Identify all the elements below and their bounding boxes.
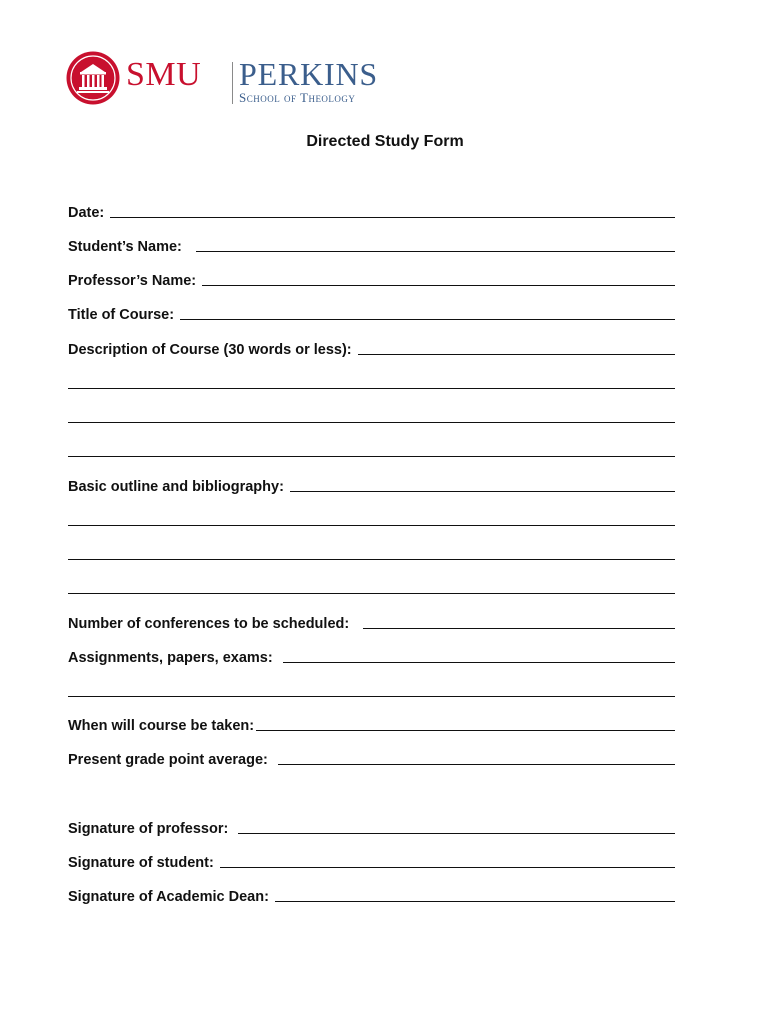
sig-professor-row <box>68 815 675 839</box>
description-line-2 <box>68 404 675 428</box>
description-line-3 <box>68 438 675 462</box>
outline-line-1 <box>68 507 675 531</box>
sig-student-label: Signature of student: <box>68 855 214 871</box>
smu-perkins-logo <box>66 50 426 108</box>
sig-dean-row <box>68 883 675 907</box>
outline-extra-field[interactable] <box>68 559 675 560</box>
outline-label: Basic outline and bibliography: <box>68 479 284 495</box>
conferences-row <box>68 610 675 634</box>
sig-professor-field[interactable] <box>238 833 675 834</box>
gpa-label: Present grade point average: <box>68 752 268 768</box>
when-taken-field[interactable] <box>256 730 675 731</box>
logo-perkins-text: PERKINS <box>239 56 378 92</box>
description-line-1 <box>68 370 675 394</box>
professor-name-label: Professor’s Name: <box>68 273 197 289</box>
assignments-extra-field[interactable] <box>68 696 675 697</box>
date-label: Date: <box>68 205 105 221</box>
gpa-field[interactable] <box>278 764 675 765</box>
outline-line-2 <box>68 541 675 565</box>
assignments-field[interactable] <box>283 662 675 663</box>
sig-student-field[interactable] <box>220 867 675 868</box>
assignments-line-1 <box>68 678 675 702</box>
sig-dean-field[interactable] <box>275 901 675 902</box>
date-field-row <box>68 199 675 223</box>
when-taken-row <box>68 712 675 736</box>
description-row <box>68 336 675 360</box>
outline-extra-field[interactable] <box>68 525 675 526</box>
course-title-label: Title of Course: <box>68 307 175 323</box>
description-extra-field[interactable] <box>68 388 675 389</box>
logo-smu-text: SMU <box>126 56 202 93</box>
course-title-field[interactable] <box>180 319 675 320</box>
student-name-field[interactable] <box>196 251 675 252</box>
professor-name-row <box>68 267 675 291</box>
assignments-label: Assignments, papers, exams: <box>68 650 273 666</box>
outline-extra-field[interactable] <box>68 593 675 594</box>
student-name-label: Student’s Name: <box>68 239 182 255</box>
outline-line-3 <box>68 575 675 599</box>
gpa-row <box>68 746 675 770</box>
course-title-row <box>68 301 675 325</box>
sig-professor-label: Signature of professor: <box>68 821 229 837</box>
description-extra-field[interactable] <box>68 422 675 423</box>
sig-dean-label: Signature of Academic Dean: <box>68 889 269 905</box>
description-label: Description of Course (30 words or less): <box>68 342 352 358</box>
sig-student-row <box>68 849 675 873</box>
conferences-field[interactable] <box>363 628 675 629</box>
description-field[interactable] <box>358 354 675 355</box>
form-title: Directed Study Form <box>306 133 464 150</box>
student-name-row <box>68 233 675 257</box>
conferences-label: Number of conferences to be scheduled: <box>68 616 350 632</box>
logo-school-text: School of Theology <box>239 90 356 105</box>
assignments-row <box>68 644 675 668</box>
smu-seal-icon <box>66 51 120 105</box>
logo-divider <box>232 62 233 104</box>
professor-name-field[interactable] <box>202 285 675 286</box>
description-extra-field[interactable] <box>68 456 675 457</box>
date-field[interactable] <box>110 217 675 218</box>
when-taken-label: When will course be taken: <box>68 718 255 734</box>
outline-row <box>68 473 675 497</box>
outline-field[interactable] <box>290 491 675 492</box>
